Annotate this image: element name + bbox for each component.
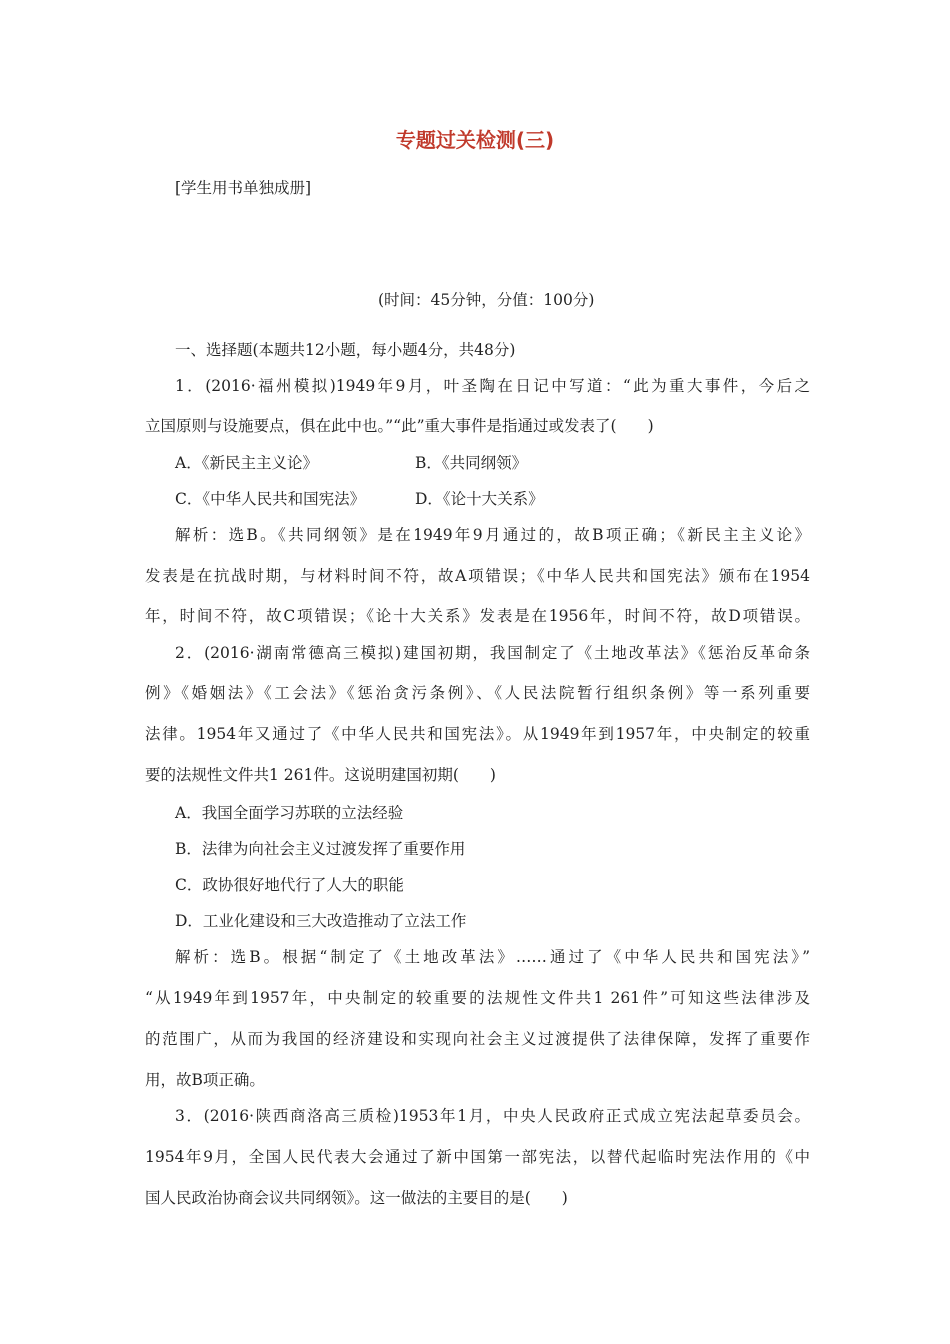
q2-option-a: A．我国全面学习苏联的立法经验 [175,804,404,822]
q2-analysis-line-3: 的范围广，从而为我国的经济建设和实现向社会主义过渡提供了法律保障，发挥了重要作 [145,1030,810,1048]
q2-stem-line-2: 例》《婚姻法》《工会法》《惩治贪污条例》、《人民法院暂行组织条例》等一系列重要 [145,684,810,702]
q1-analysis-line-2: 发表是在抗战时期，与材料时间不符，故A项错误；《中华人民共和国宪法》颁布在1954 [145,567,810,585]
q2-stem-line-3: 法律。1954年又通过了《中华人民共和国宪法》。从1949年到1957年，中央制定的较重 [145,725,810,743]
q2-option-b: B．法律为向社会主义过渡发挥了重要作用 [175,840,466,858]
q2-option-c: C．政协很好地代行了人大的职能 [175,876,404,894]
section-heading: 一、选择题(本题共12小题，每小题4分，共48分) [175,341,516,359]
q3-stem-line-1: 3．(2016·陕西商洛高三质检)1953年1月，中央人民政府正式成立宪法起草委员会。 [175,1107,810,1125]
q1-option-c: C．《中华人民共和国宪法》 [175,490,366,508]
q1-stem-line-1: 1．(2016·福州模拟)1949年9月，叶圣陶在日记中写道：“此为重大事件，今后之 [175,377,810,395]
q1-analysis-line-1: 解析：选B。《共同纲领》是在1949年9月通过的，故B项正确；《新民主主义论》 [175,526,810,544]
q1-analysis-line-3: 年，时间不符，故C项错误；《论十大关系》发表是在1956年，时间不符，故D项错误。 [145,607,810,625]
q2-stem-line-4: 要的法规性文件共1 261件。这说明建国初期( ) [145,766,496,784]
q2-analysis-line-1: 解析：选B。根据“制定了《土地改革法》……通过了《中华人民共和国宪法》” [175,948,810,966]
edition-note: [学生用书单独成册] [175,179,312,197]
q1-option-a: A．《新民主主义论》 [175,454,318,472]
q1-option-d: D．《论十大关系》 [415,490,544,508]
q3-stem-line-3: 国人民政治协商会议共同纲领》。这一做法的主要目的是( ) [145,1189,568,1207]
q3-stem-line-2: 1954年9月，全国人民代表大会通过了新中国第一部宪法，以替代起临时宪法作用的《中 [145,1148,810,1166]
q2-stem-line-1: 2．(2016·湖南常德高三模拟)建国初期，我国制定了《土地改革法》《惩治反革命条 [175,644,810,662]
q1-stem-line-2: 立国原则与设施要点，俱在此中也。”“此”重大事件是指通过或发表了( ) [145,417,654,435]
q2-analysis-line-4: 用，故B项正确。 [145,1071,265,1089]
q2-option-d: D．工业化建设和三大改造推动了立法工作 [175,912,467,930]
time-info: (时间：45分钟，分值：100分) [378,291,595,309]
q1-option-b: B．《共同纲领》 [415,454,528,472]
document-title: 专题过关检测(三) [395,128,555,152]
q2-analysis-line-2: “从1949年到1957年，中央制定的较重要的法规性文件共1 261件”可知这些法律涉及 [145,989,810,1007]
